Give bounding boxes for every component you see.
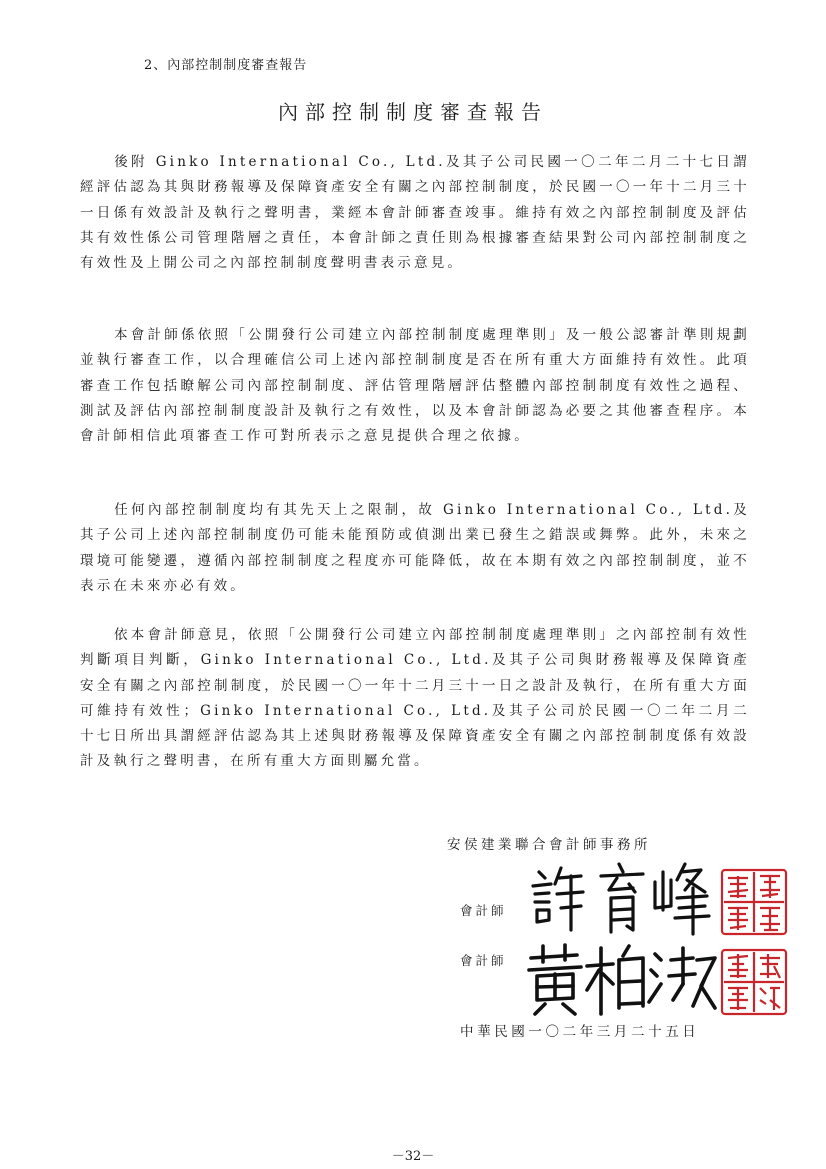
report-date: 中華民國一〇二年三月二十五日	[460, 1024, 700, 1040]
accountant-seal-1	[720, 868, 788, 936]
paragraph-3-text: 任何內部控制制度均有其先天上之限制，故 Ginko International Co., Ltd.及其子公司上述內部控制制度仍可能未能預防或偵測出業已發生之錯誤或舞弊。此外，未來之環境可能變遷，遵循內部控制制度之程度亦可能降低，故在本期有效之內部控制制度，並不表示在未來亦必有效。	[80, 502, 750, 594]
paragraph-2	[80, 323, 750, 449]
handwritten-signature-1	[525, 858, 715, 938]
paragraph-4-text: 依本會計師意見，依照「公開發行公司建立內部控制制度處理準則」之內部控制有效性判斷項目判斷，Ginko International Co., Ltd.及其子公司與財務報導及保障資產安全有關之內部控制制度，於民國一〇一年十二月三十一日之設計及執行，在所有重大方面可維持有效性；Ginko International Co., Ltd.及其子公司於民國一〇二年二月二十七日所出具謂經評估認為其上述與財務報導及保障資產安全有關之內部控制制度係有效設計及執行之聲明書，在所有重大方面則屬允當。	[80, 627, 750, 770]
accountant-label-1: 會計師	[460, 903, 507, 918]
paragraph-1	[80, 150, 750, 276]
audit-firm-name: 安侯建業聯合會計師事務所	[447, 837, 651, 853]
paragraph-2-text: 本會計師係依照「公開發行公司建立內部控制制度處理準則」及一般公認審計準則規劃並執行審查工作，以合理確信公司上述內部控制制度是否在所有重大方面維持有效性。此項審查工作包括瞭解公司內部控制制度、評估管理階層評估整體內部控制制度有效性之過程、測試及評估內部控制制度設計及執行之有效性，以及本會計師認為必要之其他審查程序。本會計師相信此項審查工作可對所表示之意見提供合理之依據。	[80, 327, 750, 445]
paragraph-4	[80, 623, 750, 775]
paragraph-3	[80, 498, 750, 599]
page-number: －32－	[391, 1149, 435, 1164]
accountant-seal-2	[720, 948, 788, 1016]
handwritten-signature-2	[525, 940, 720, 1020]
paragraph-1-text: 後附 Ginko International Co., Ltd.及其子公司民國一〇二年二月二十七日謂經評估認為其與財務報導及保障資產安全有關之內部控制制度，於民國一〇一年十二月三十一日係有效設計及執行之聲明書，業經本會計師審查竣事。維持有效之內部控制制度及評估其有效性係公司管理階層之責任，本會計師之責任則為根據審查結果對公司內部控制制度之有效性及上開公司之內部控制制度聲明書表示意見。	[80, 154, 750, 272]
page-title: 內部控制制度審查報告	[278, 100, 548, 124]
section-label: 2、內部控制制度審查報告	[144, 58, 308, 73]
accountant-label-2: 會計師	[460, 953, 507, 968]
